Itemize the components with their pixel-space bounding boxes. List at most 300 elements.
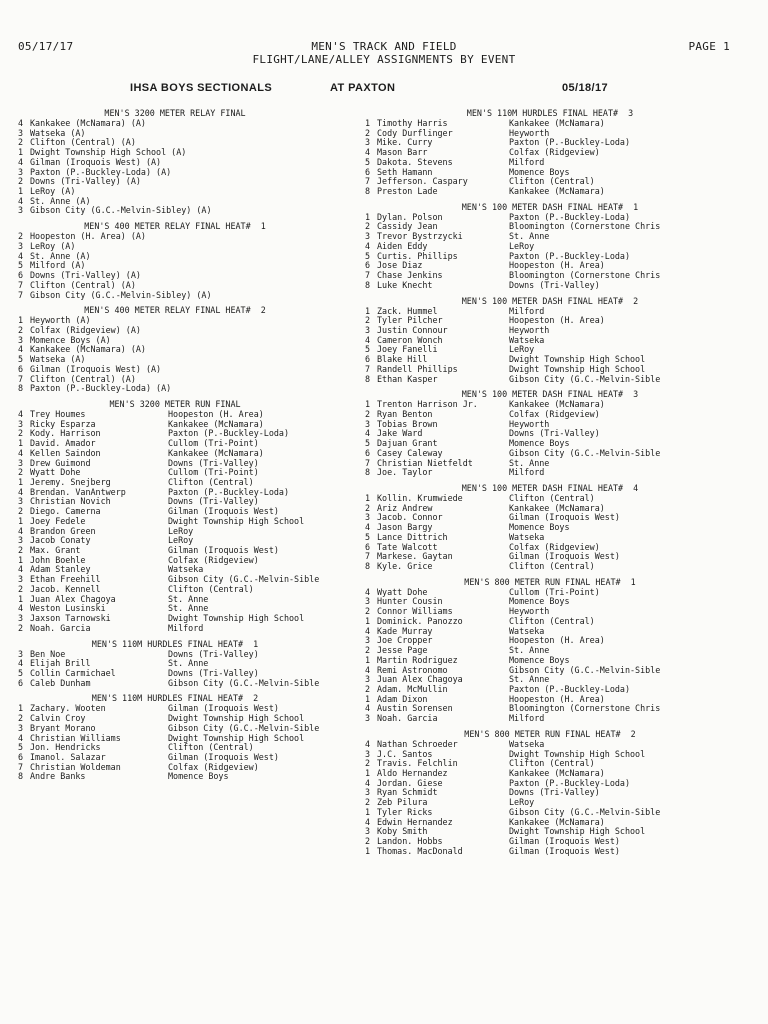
athlete-name: Diego. Camerna <box>30 506 101 517</box>
team-name <box>168 326 352 336</box>
athlete-name: Randell Phillips <box>377 363 458 374</box>
team-name: St. Anne <box>168 603 209 614</box>
lane-number: 5 <box>18 354 24 365</box>
athlete-name: Cameron Wonch <box>377 334 443 345</box>
team-name: Downs (Tri-Valley) <box>168 496 259 507</box>
lane-number: 3 <box>18 574 24 585</box>
team-name <box>168 168 352 178</box>
athlete-name: Jon. Hendricks <box>30 742 101 753</box>
team-name <box>168 345 352 355</box>
team-name: Gibson City (G.C.-Melvin-Sible <box>509 664 661 675</box>
lane-number: 8 <box>365 186 371 197</box>
team-name: LeRoy <box>168 535 194 546</box>
lane-number: 4 <box>18 195 24 206</box>
lane-number: 3 <box>18 457 24 468</box>
team-name: Colfax (Ridgeview) <box>509 541 600 552</box>
lane-number: 3 <box>18 205 24 216</box>
athlete-name: Gilman (Iroquois West) (A) <box>30 363 162 374</box>
team-name: Clifton (Central) <box>509 493 595 503</box>
athlete-name: Kyle. Grice <box>377 561 433 572</box>
athlete-name: Tyler Pilcher <box>377 315 443 326</box>
athlete-name: Jordan. Giese <box>377 777 443 788</box>
lane-number: 4 <box>18 525 24 536</box>
team-name: Colfax (Ridgeview) <box>168 761 259 772</box>
team-name: St. Anne <box>168 593 209 604</box>
team-name: Milford <box>509 467 545 478</box>
lane-number: 4 <box>365 625 371 636</box>
lane-number: 1 <box>365 493 371 503</box>
team-name: Watseka <box>509 738 545 749</box>
lane-number: 2 <box>18 622 24 633</box>
lane-number: 1 <box>18 703 24 714</box>
lane-number: 7 <box>365 270 371 281</box>
lane-number: 5 <box>365 344 371 355</box>
lane-number: 2 <box>18 583 24 594</box>
team-name: Bloomington (Cornerstone Chris <box>509 270 661 281</box>
lane-number: 4 <box>18 156 24 167</box>
lane-number: 2 <box>365 502 371 513</box>
team-name: St. Anne <box>509 645 550 656</box>
team-name: Dwight Township High School <box>509 363 646 374</box>
entry-row <box>365 187 765 197</box>
athlete-name: John Boehle <box>30 554 86 565</box>
lane-number: 6 <box>18 751 24 762</box>
athlete-name: Weston Lusinski <box>30 603 106 614</box>
meet-location: AT PAXTON <box>330 82 396 94</box>
athlete-name: Tyler Ricks <box>377 806 433 817</box>
team-name: Dwight Township High School <box>509 748 646 759</box>
team-name: Milford <box>168 622 204 633</box>
lane-number: 3 <box>18 496 24 507</box>
lane-number: 4 <box>365 240 371 251</box>
team-name: Clifton (Central) <box>509 615 595 626</box>
athlete-name: Jacob Conaty <box>30 535 91 546</box>
event-title: MEN'S 3200 METER RUN FINAL <box>109 398 241 409</box>
athlete-name: Zeb Pilura <box>377 797 428 808</box>
team-name: Gibson City (G.C.-Melvin-Sible <box>509 373 661 384</box>
athlete-name: Markese. Gaytan <box>377 551 453 562</box>
lane-number: 4 <box>365 703 371 714</box>
athlete-name: Gibson City (G.C.-Melvin-Sibley) (A) <box>30 205 212 216</box>
team-name: Clifton (Central) <box>509 176 595 187</box>
team-name: Hoopeston (H. Area) <box>509 693 605 704</box>
team-name: Clifton (Central) <box>168 742 254 753</box>
team-name: Watseka <box>509 625 545 636</box>
event-title: MEN'S 400 METER RELAY FINAL HEAT# 1 <box>84 221 266 232</box>
team-name: Gilman (Iroquois West) <box>509 551 620 562</box>
event-title: MEN'S 400 METER RELAY FINAL HEAT# 2 <box>84 305 266 316</box>
team-name <box>168 138 352 148</box>
athlete-name: Martin Rodriguez <box>377 654 458 665</box>
team-name: Gilman (Iroquois West) <box>168 703 279 714</box>
athlete-name: Zachary. Wooten <box>30 703 106 714</box>
team-name: Dwight Township High School <box>168 613 305 624</box>
athlete-name: Ryan Benton <box>377 408 433 419</box>
team-name <box>168 206 352 216</box>
lane-number: 7 <box>365 363 371 374</box>
team-name: Gilman (Iroquois West) <box>168 751 279 762</box>
athlete-name: Chase Jenkins <box>377 270 443 281</box>
page-number: PAGE 1 <box>688 40 730 53</box>
lane-number: 3 <box>18 613 24 624</box>
team-name: Clifton (Central) <box>168 477 254 487</box>
athlete-name: Dominick. Panozzo <box>377 615 463 626</box>
athlete-name: Imanol. Salazar <box>30 751 106 762</box>
lane-number: 8 <box>18 771 24 782</box>
athlete-name: Ethan Kasper <box>377 373 438 384</box>
event-title: MEN'S 100 METER DASH FINAL HEAT# 3 <box>461 389 639 400</box>
lane-number: 7 <box>365 457 371 468</box>
team-name <box>168 232 352 242</box>
athlete-name: Adam Stanley <box>30 564 91 575</box>
athlete-name: Brendan. VanAntwerp <box>30 486 126 497</box>
team-name: Watseka <box>509 334 545 345</box>
print-date: 05/17/17 <box>18 40 74 53</box>
team-name: Colfax (Ridgeview) <box>509 408 600 419</box>
team-name: Paxton (P.-Buckley-Loda) <box>509 250 631 261</box>
lane-number: 1 <box>365 845 371 856</box>
lane-number: 3 <box>18 127 24 138</box>
lane-number: 2 <box>365 683 371 694</box>
lane-number: 2 <box>365 606 371 617</box>
lane-number: 5 <box>365 531 371 542</box>
meet-name: IHSA BOYS SECTIONALS <box>130 82 273 94</box>
lane-number: 1 <box>365 118 371 128</box>
lane-number: 3 <box>365 137 371 148</box>
team-name: LeRoy <box>509 797 535 808</box>
team-name: Paxton (P.-Buckley-Loda) <box>168 428 290 439</box>
team-name: Colfax (Ridgeview) <box>168 554 259 565</box>
team-name: Clifton (Central) <box>509 758 595 769</box>
athlete-name: Ariz Andrew <box>377 502 433 513</box>
team-name: Kankakee (McNamara) <box>509 816 605 827</box>
lane-number: 6 <box>18 677 24 688</box>
athlete-name: Jason Bargy <box>377 522 433 533</box>
lane-number: 6 <box>365 354 371 365</box>
athlete-name: Noah. Garcia <box>377 713 438 724</box>
team-name: LeRoy <box>509 240 535 251</box>
athlete-name: Thomas. MacDonald <box>377 845 463 856</box>
lane-number: 3 <box>18 166 24 177</box>
athlete-name: St. Anne (A) <box>30 250 91 261</box>
lane-number: 2 <box>18 713 24 724</box>
lane-number: 4 <box>18 603 24 614</box>
team-name: St. Anne <box>509 231 550 242</box>
athlete-name: Jesse Page <box>377 645 428 656</box>
athlete-name: Dajuan Grant <box>377 438 438 449</box>
athlete-name: Jefferson. Caspary <box>377 176 468 187</box>
team-name <box>168 158 352 168</box>
team-name: Clifton (Central) <box>168 583 254 594</box>
athlete-name: Blake Hill <box>377 354 428 365</box>
team-name: Downs (Tri-Valley) <box>509 428 600 439</box>
athlete-name: Kankakee (McNamara) (A) <box>30 118 146 128</box>
athlete-name: Luke Knecht <box>377 279 433 290</box>
athlete-name: Curtis. Phillips <box>377 250 458 261</box>
lane-number: 3 <box>18 722 24 733</box>
athlete-name: Landon. Hobbs <box>377 836 443 846</box>
athlete-name: Adam Dixon <box>377 693 428 704</box>
athlete-name: Ben Noe <box>30 648 66 659</box>
team-name <box>168 261 352 271</box>
athlete-name: Clifton (Central) (A) <box>30 279 136 290</box>
athlete-name: Wyatt Dohe <box>30 467 81 478</box>
athlete-name: Lance Dittrich <box>377 531 448 542</box>
entry-row <box>18 679 352 689</box>
athlete-name: Tate Walcott <box>377 541 438 552</box>
athlete-name: Jaxson Tarnowski <box>30 613 111 624</box>
team-name <box>168 242 352 252</box>
lane-number: 3 <box>365 231 371 242</box>
athlete-name: Paxton (P.-Buckley-Loda) (A) <box>30 383 172 394</box>
team-name: LeRoy <box>509 344 535 355</box>
team-name: Milford <box>509 156 545 167</box>
event-title: MEN'S 110M HURDLES FINAL HEAT# 1 <box>91 638 259 649</box>
event-title: MEN'S 110M HURDLES FINAL HEAT# 3 <box>466 108 634 118</box>
athlete-name: Christian Williams <box>30 732 121 743</box>
lane-number: 3 <box>365 674 371 685</box>
team-name: Downs (Tri-Valley) <box>168 667 259 678</box>
athlete-name: Connor Williams <box>377 606 453 617</box>
lane-number: 8 <box>365 373 371 384</box>
athlete-name: Heyworth (A) <box>30 315 91 326</box>
team-name: Dwight Township High School <box>168 515 305 526</box>
team-name <box>168 384 352 394</box>
athlete-name: Christian Novich <box>30 496 111 507</box>
athlete-name: Calvin Croy <box>30 713 86 724</box>
lane-number: 2 <box>365 645 371 656</box>
lane-number: 3 <box>365 324 371 335</box>
lane-number: 3 <box>18 418 24 429</box>
entry-row <box>365 562 765 572</box>
lane-number: 2 <box>365 221 371 232</box>
lane-number: 4 <box>18 658 24 669</box>
team-name: Milford <box>509 713 545 724</box>
team-name: Gilman (Iroquois West) <box>168 545 279 556</box>
athlete-name: Noah. Garcia <box>30 622 91 633</box>
lane-number: 4 <box>18 344 24 355</box>
team-name: Hoopeston (H. Area) <box>509 315 605 326</box>
event-title: MEN'S 800 METER RUN FINAL HEAT# 1 <box>464 576 636 587</box>
athlete-name: Cassidy Jean <box>377 221 438 232</box>
team-name <box>168 375 352 385</box>
team-name: LeRoy <box>168 525 194 536</box>
team-name <box>168 271 352 281</box>
team-name: Kankakee (McNamara) <box>509 502 605 513</box>
team-name: Momence Boys <box>509 438 570 449</box>
lane-number: 4 <box>365 586 371 597</box>
lane-number: 5 <box>365 156 371 167</box>
athlete-name: Jose Diaz <box>377 260 423 271</box>
athlete-name: Christian Woldeman <box>30 761 121 772</box>
lane-number: 8 <box>365 279 371 290</box>
athlete-name: Paxton (P.-Buckley-Loda) (A) <box>30 166 172 177</box>
lane-number: 5 <box>18 742 24 753</box>
athlete-name: Watseka (A) <box>30 354 86 365</box>
athlete-name: Austin Sorensen <box>377 703 453 714</box>
document-subtitle: FLIGHT/LANE/ALLEY ASSIGNMENTS BY EVENT <box>252 53 516 66</box>
athlete-name: Gibson City (G.C.-Melvin-Sibley) (A) <box>30 289 212 300</box>
lane-number: 1 <box>365 211 371 222</box>
lane-number: 4 <box>18 408 24 419</box>
athlete-name: Kankakee (McNamara) (A) <box>30 344 146 355</box>
lane-number: 1 <box>18 438 24 449</box>
entry-row <box>365 468 765 478</box>
entry-row <box>365 281 765 291</box>
lane-number: 3 <box>365 512 371 523</box>
team-name: Cullom (Tri-Point) <box>168 438 259 449</box>
lane-number: 7 <box>365 551 371 562</box>
athlete-name: Juan Alex Chagoya <box>30 593 116 604</box>
lane-number: 6 <box>365 447 371 458</box>
team-name <box>168 148 352 158</box>
team-name <box>168 119 352 129</box>
right-column-events <box>365 109 765 856</box>
lane-number: 2 <box>18 506 24 517</box>
team-name: Cullom (Tri-Point) <box>509 586 600 597</box>
team-name: Kankakee (McNamara) <box>509 186 605 197</box>
lane-number: 7 <box>18 279 24 290</box>
team-name: Gilman (Iroquois West) <box>509 836 620 846</box>
team-name: Downs (Tri-Valley) <box>168 648 259 659</box>
athlete-name: J.C. Santos <box>377 748 433 759</box>
athlete-name: Downs (Tri-Valley) (A) <box>30 176 141 187</box>
team-name: Clifton (Central) <box>509 561 595 572</box>
lane-number: 1 <box>18 147 24 158</box>
athlete-name: Cody Durflinger <box>377 127 453 138</box>
team-name: Gibson City (G.C.-Melvin-Sible <box>509 447 661 458</box>
athlete-name: Brandon Green <box>30 525 96 536</box>
athlete-name: Joe. Taylor <box>377 467 433 478</box>
athlete-name: Watseka (A) <box>30 127 86 138</box>
lane-number: 1 <box>18 477 24 487</box>
lane-number: 2 <box>365 797 371 808</box>
entry-row <box>18 624 352 634</box>
event-title: MEN'S 800 METER RUN FINAL HEAT# 2 <box>464 728 636 739</box>
lane-number: 2 <box>365 408 371 419</box>
team-name <box>168 187 352 197</box>
athlete-name: Milford (A) <box>30 260 86 271</box>
lane-number: 1 <box>18 554 24 565</box>
athlete-name: Edwin Hernandez <box>377 816 453 827</box>
lane-number: 3 <box>18 240 24 251</box>
team-name: Watseka <box>168 564 204 575</box>
lane-number: 6 <box>18 270 24 281</box>
athlete-name: Remi Astronomo <box>377 664 448 675</box>
athlete-name: Dylan. Polson <box>377 211 443 222</box>
lane-number: 4 <box>18 118 24 128</box>
lane-number: 5 <box>365 250 371 261</box>
team-name: Momence Boys <box>509 522 570 533</box>
lane-number: 1 <box>365 693 371 704</box>
lane-number: 5 <box>18 667 24 678</box>
lane-number: 5 <box>365 438 371 449</box>
athlete-name: Nathan Schroeder <box>377 738 458 749</box>
athlete-name: Joey Fanelli <box>377 344 438 355</box>
athlete-name: Hoopeston (H. Area) (A) <box>30 231 146 242</box>
lane-number: 3 <box>365 748 371 759</box>
team-name: St. Anne <box>168 658 209 669</box>
lane-number: 3 <box>18 648 24 659</box>
athlete-name: Colfax (Ridgeview) (A) <box>30 324 141 335</box>
entry-row <box>18 384 352 394</box>
athlete-name: Adam. McMullin <box>377 683 448 694</box>
lane-number: 2 <box>18 428 24 439</box>
team-name: Gibson City (G.C.-Melvin-Sible <box>168 722 320 733</box>
athlete-name: Christian Nietfeldt <box>377 457 473 468</box>
team-name: Gilman (Iroquois West) <box>509 512 620 523</box>
athlete-name: Kade Murray <box>377 625 433 636</box>
athlete-name: Mason Barr <box>377 147 428 158</box>
lane-number: 3 <box>365 596 371 607</box>
team-name: Kankakee (McNamara) <box>168 447 264 458</box>
team-name: Paxton (P.-Buckley-Loda) <box>509 683 631 694</box>
event-title: MEN'S 100 METER DASH FINAL HEAT# 1 <box>461 201 639 212</box>
athlete-name: Mike. Curry <box>377 137 433 148</box>
lane-number: 4 <box>365 147 371 158</box>
athlete-name: Andre Banks <box>30 771 86 782</box>
athlete-name: Travis. Felchlin <box>377 758 458 769</box>
athlete-name: Aiden Eddy <box>377 240 428 251</box>
lane-number: 7 <box>18 289 24 300</box>
lane-number: 4 <box>18 486 24 497</box>
lane-number: 4 <box>18 250 24 261</box>
lane-number: 4 <box>365 738 371 749</box>
athlete-name: Juan Alex Chagoya <box>377 674 463 685</box>
entry-row <box>18 206 352 216</box>
entry-row <box>18 772 352 782</box>
lane-number: 1 <box>365 654 371 665</box>
athlete-name: Seth Hamann <box>377 166 433 177</box>
lane-number: 1 <box>365 399 371 410</box>
athlete-name: Dwight Township High School (A) <box>30 147 187 158</box>
athlete-name: Joe Cropper <box>377 635 433 646</box>
lane-number: 2 <box>365 758 371 769</box>
athlete-name: Max. Grant <box>30 545 81 556</box>
lane-number: 6 <box>365 166 371 177</box>
team-name: Kankakee (McNamara) <box>509 767 605 778</box>
team-name: Momence Boys <box>168 771 229 782</box>
team-name: Momence Boys <box>509 654 570 665</box>
team-name: Kankakee (McNamara) <box>168 418 264 429</box>
lane-number: 6 <box>18 363 24 374</box>
lane-number: 6 <box>365 541 371 552</box>
team-name: Hoopeston (H. Area) <box>509 635 605 646</box>
athlete-name: Tobias Brown <box>377 418 438 429</box>
athlete-name: Kellen Saindon <box>30 447 101 458</box>
team-name: Paxton (P.-Buckley-Loda) <box>509 777 631 788</box>
athlete-name: Joey Fedele <box>30 515 86 526</box>
lane-number: 4 <box>18 564 24 575</box>
team-name: Gibson City (G.C.-Melvin-Sible <box>168 677 320 688</box>
athlete-name: Elijah Brill <box>30 658 91 669</box>
lane-number: 4 <box>365 334 371 345</box>
team-name: Kankakee (McNamara) <box>509 118 605 128</box>
team-name: Heyworth <box>509 324 550 335</box>
team-name <box>168 129 352 139</box>
lane-number: 1 <box>365 767 371 778</box>
athlete-name: Kollin. Krumwiede <box>377 493 463 503</box>
team-name <box>168 365 352 375</box>
lane-number: 2 <box>18 467 24 478</box>
athlete-name: Koby Smith <box>377 826 428 837</box>
lane-number: 6 <box>365 260 371 271</box>
team-name: Milford <box>509 305 545 316</box>
athlete-name: Zack. Hummel <box>377 305 438 316</box>
lane-number: 5 <box>18 260 24 271</box>
entry-row <box>365 375 765 385</box>
event-title: MEN'S 100 METER DASH FINAL HEAT# 2 <box>461 295 639 306</box>
